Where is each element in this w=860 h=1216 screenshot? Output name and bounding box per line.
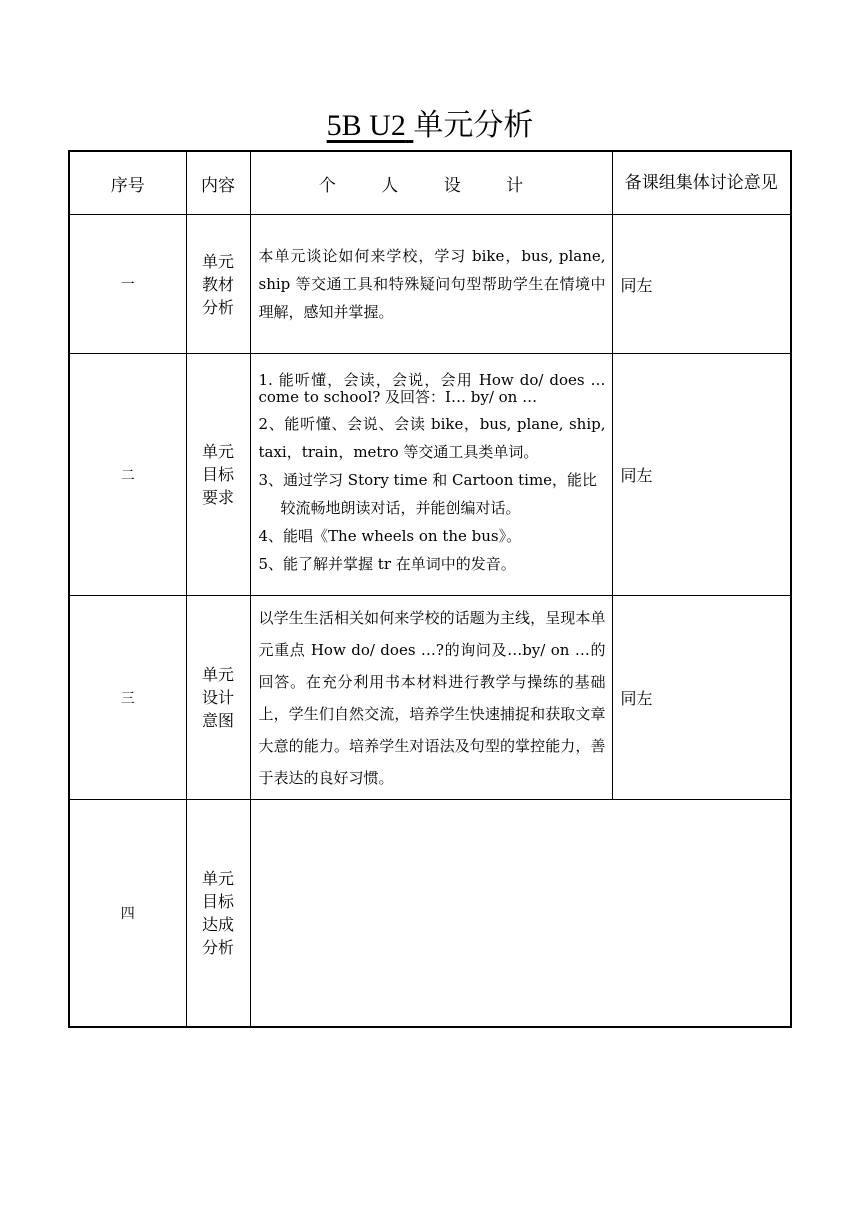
table-row bbox=[69, 215, 791, 354]
row-number: 一 bbox=[69, 215, 186, 354]
row-opinion: 同左 bbox=[612, 354, 791, 596]
row-opinion: 同左 bbox=[612, 215, 791, 354]
row-content-empty bbox=[250, 800, 791, 1027]
row-label: 单元教材分析 bbox=[186, 215, 250, 354]
row-label: 单元目标达成分析 bbox=[186, 800, 250, 1027]
content-paragraph: 以学生生活相关如何来学校的话题为主线，呈现本单元重点 How do/ does …?的询问及…by/ on …的回答。在充分利用书本材料进行教学与操练的基础上，学生们自然交流，培养学生快速捕捉和获取文章大意的能力。培养学生对语法及句型的掌控能力，善于表达的良好习惯。 bbox=[258, 608, 606, 787]
header-group-opinion: 备课组集体讨论意见 bbox=[612, 151, 791, 215]
header-personal-design: 个 人 设 计 bbox=[250, 151, 612, 215]
goal-item-3: 3、通过学习 Story time 和 Cartoon time，能比 bbox=[258, 470, 598, 489]
row-number: 三 bbox=[69, 596, 186, 800]
goal-item-4: 4、能唱《The wheels on the bus》。 bbox=[258, 526, 522, 545]
table-row bbox=[69, 354, 791, 596]
row-content bbox=[250, 354, 612, 596]
page-title bbox=[0, 106, 860, 146]
row-number: 四 bbox=[69, 800, 186, 1027]
goal-item-2: 2、能听懂、会说、会读 bike，bus, plane, ship, taxi，train，metro 等交通工具类单词。 bbox=[258, 414, 606, 461]
content-paragraph: 本单元谈论如何来学校，学习 bike，bus, plane, ship 等交通工具和特殊疑问句型帮助学生在情境中理解，感知并掌握。 bbox=[258, 247, 606, 321]
row-content bbox=[250, 215, 612, 354]
header-content: 内容 bbox=[186, 151, 250, 215]
row-opinion: 同左 bbox=[612, 596, 791, 800]
goal-item-5: 5、能了解并掌握 tr 在单词中的发音。 bbox=[258, 554, 516, 573]
row-label: 单元设计意图 bbox=[186, 596, 250, 800]
table-row bbox=[69, 800, 791, 1027]
unit-analysis-table bbox=[68, 150, 792, 1028]
goal-item-3-cont: 较流畅地朗读对话，并能创编对话。 bbox=[280, 498, 521, 517]
title-text: 单元分析 bbox=[413, 108, 534, 143]
row-label: 单元目标要求 bbox=[186, 354, 250, 596]
header-serial: 序号 bbox=[69, 151, 186, 215]
row-content bbox=[250, 596, 612, 800]
table-row bbox=[69, 596, 791, 800]
row-number: 二 bbox=[69, 354, 186, 596]
goal-item-1: 1. 能听懂，会读，会说，会用 How do/ does …come to school? 及回答：I… by/ on … bbox=[258, 370, 606, 406]
unit-code: 5B U2 bbox=[326, 109, 406, 142]
header-row bbox=[69, 151, 791, 215]
